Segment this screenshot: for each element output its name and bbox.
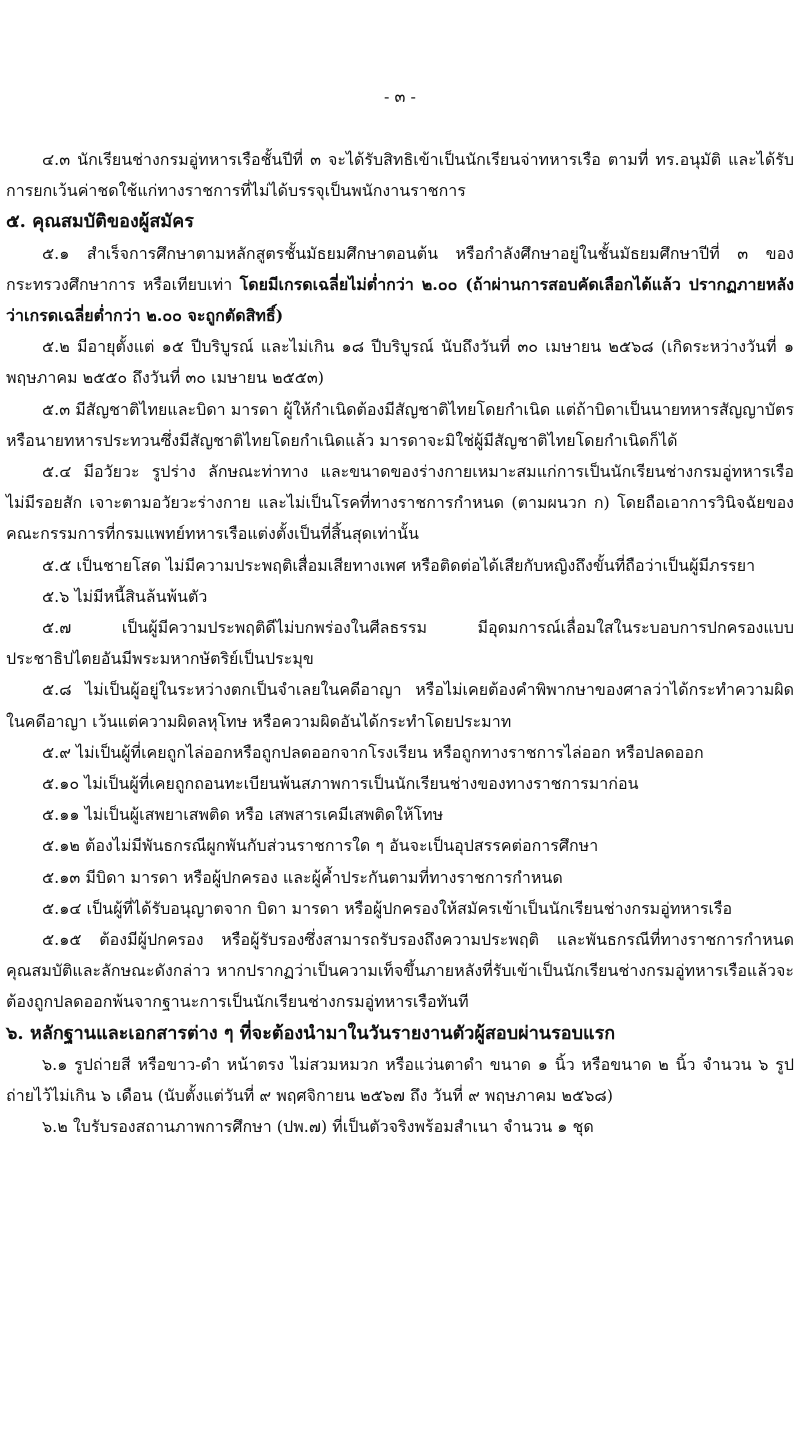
- item-6-1: ๖.๑ รูปถ่ายสี หรือขาว-ดำ หน้าตรง ไม่สวมหมวก หรือแว่นตาดำ ขนาด ๑ นิ้ว หรือขนาด ๒ นิ้ว จำนวน ๖ รูป ถ่ายไว้ไม่เกิน ๖ เดือน (นับตั้งแต่วันที่ ๙ พฤศจิกายน ๒๕๖๗ ถึง วันที่ ๙ พฤษภาคม ๒๕๖๘): [6, 1054, 794, 1106]
- item-5-14: ๕.๑๔ เป็นผู้ที่ได้รับอนุญาตจาก บิดา มารดา หรือผู้ปกครองให้สมัครเข้าเป็นนักเรียนช่างกรมอู่ทหารเรือ: [42, 898, 733, 918]
- item-5-1: [6, 238, 794, 332]
- page-number: - ๓ -: [384, 87, 416, 106]
- item-5-2: ๕.๒ มีอายุตั้งแต่ ๑๕ ปีบริบูรณ์ และไม่เกิน ๑๘ ปีบริบูรณ์ นับถึงวันที่ ๓๐ เมษายน ๒๕๖๘ (เกิดระหว่างวันที่ ๑ พฤษภาคม ๒๕๕๐ ถึงวันที่ ๓๐ เมษายน ๒๕๕๓): [6, 337, 794, 388]
- item-5-10: ๕.๑๐ ไม่เป็นผู้ที่เคยถูกถอนทะเบียนพ้นสภาพการเป็นนักเรียนช่างของทางราชการมาก่อน: [42, 774, 639, 794]
- item-6-2: ๖.๒ ใบรับรองสถานภาพการศึกษา (ปพ.๗) ที่เป็นตัวจริงพร้อมสำเนา จำนวน ๑ ชุด: [42, 1117, 594, 1137]
- item-5-8: ๕.๘ ไม่เป็นผู้อยู่ในระหว่างตกเป็นจำเลยในคดีอาญา หรือไม่เคยต้องคำพิพากษาของศาลว่าได้กระทำความผิดในคดีอาญา เว้นแต่ความผิดลหุโทษ หรือความผิดอันได้กระทำโดยประมาท: [6, 680, 794, 731]
- item-5-6: ๕.๖ ไม่มีหนี้สินล้นพ้นตัว: [42, 586, 208, 606]
- item-5-13: ๕.๑๓ มีบิดา มารดา หรือผู้ปกครอง และผู้ค้ำประกันตามที่ทางราชการกำหนด: [42, 867, 563, 887]
- item-5-11: ๕.๑๑ ไม่เป็นผู้เสพยาเสพติด หรือ เสพสารเคมีเสพติดให้โทษ: [42, 805, 444, 825]
- item-5-3: ๕.๓ มีสัญชาติไทยและบิดา มารดา ผู้ให้กำเนิดต้องมีสัญชาติไทยโดยกำเนิด แต่ถ้าบิดาเป็นนายทหารสัญญาบัตรหรือนายทหารประทวนซึ่งมีสัญชาติไทยโดยกำเนิดแล้ว มารดาจะมิใช่ผู้มีสัญชาติไทยโดยกำเนิดก็ได้: [6, 399, 794, 450]
- item-5-1-text: ๕.๑ สำเร็จการศึกษาตามหลักสูตรชั้นมัธยมศึกษาตอนต้น หรือกำลังศึกษาอยู่ในชั้นมัธยมศึกษาปีที่ ๓ ของกระทรวงศึกษาการ หรือเทียบเท่า: [6, 243, 794, 294]
- clause-4-3: ๔.๓ นักเรียนช่างกรมอู่ทหารเรือชั้นปีที่ ๓ จะได้รับสิทธิเข้าเป็นนักเรียนจ่าทหารเรือ ตามที่ ทร.อนุมัติ และได้รับการยกเว้นค่าชดใช้แก่ทางราชการที่ไม่ได้บรรจุเป็นพนักงานราชการ: [6, 150, 794, 201]
- item-5-12: ๕.๑๒ ต้องไม่มีพันธกรณีผูกพันกับส่วนราชการใด ๆ อันจะเป็นอุปสรรคต่อการศึกษา: [42, 836, 599, 856]
- section-5-heading: ๕. คุณสมบัติของผู้สมัคร: [6, 211, 194, 233]
- item-5-4: ๕.๔ มีอวัยวะ รูปร่าง ลักษณะท่าทาง และขนาดของร่างกายเหมาะสมแก่การเป็นนักเรียนช่างกรมอู่ทหารเรือ ไม่มีรอยสัก เจาะตามอวัยวะร่างกาย และไม่เป็นโรคที่ทางราชการกำหนด (ตามผนวก ก) โดยถือเอาการวินิจฉัยของคณะกรรมการที่กรมแพทย์ทหารเรือแต่งตั้งเป็นที่สิ้นสุดเท่านั้น: [6, 462, 794, 544]
- item-5-7: ๕.๗ เป็นผู้มีความประพฤติดีไม่บกพร่องในศีลธรรม มีอุดมการณ์เลื่อมใสในระบอบการปกครองแบบประชาธิปไตยอันมีพระมหากษัตริย์เป็นประมุข: [6, 618, 794, 669]
- section-6-heading: ๖. หลักฐานและเอกสารต่าง ๆ ที่จะต้องนำมาในวันรายงานตัวผู้สอบผ่านรอบแรก: [6, 1022, 616, 1044]
- item-5-15: ๕.๑๕ ต้องมีผู้ปกครอง หรือผู้รับรองซึ่งสามารถรับรองถึงความประพฤติ และพันธกรณีที่ทางราชการกำหนดคุณสมบัติและลักษณะดังกล่าว หากปรากฏว่าเป็นความเท็จขึ้นภายหลังที่รับเข้าเป็นนักเรียนช่างกรมอู่ทหารเรือแล้วจะต้องถูกปลดออกพ้นจากฐานะการเป็นนักเรียนช่างกรมอู่ทหารเรือทันที: [6, 930, 794, 1012]
- item-5-9: ๕.๙ ไม่เป็นผู้ที่เคยถูกไล่ออกหรือถูกปลดออกจากโรงเรียน หรือถูกทางราชการไล่ออก หรือปลดออก: [42, 742, 704, 762]
- item-5-5: ๕.๕ เป็นชายโสด ไม่มีความประพฤติเสื่อมเสียทางเพศ หรือติดต่อได้เสียกับหญิงถึงขั้นที่ถือว่าเป็นผู้มีภรรยา: [42, 555, 756, 575]
- item-5-1-gpa-condition: โดยมีเกรดเฉลี่ยไม่ต่ำกว่า ๒.๐๐ (ถ้าผ่านการสอบคัดเลือกได้แล้ว ปรากฏภายหลังว่าเกรดเฉลี่ยต่ำกว่า ๒.๐๐ จะถูกตัดสิทธิ์): [6, 274, 794, 326]
